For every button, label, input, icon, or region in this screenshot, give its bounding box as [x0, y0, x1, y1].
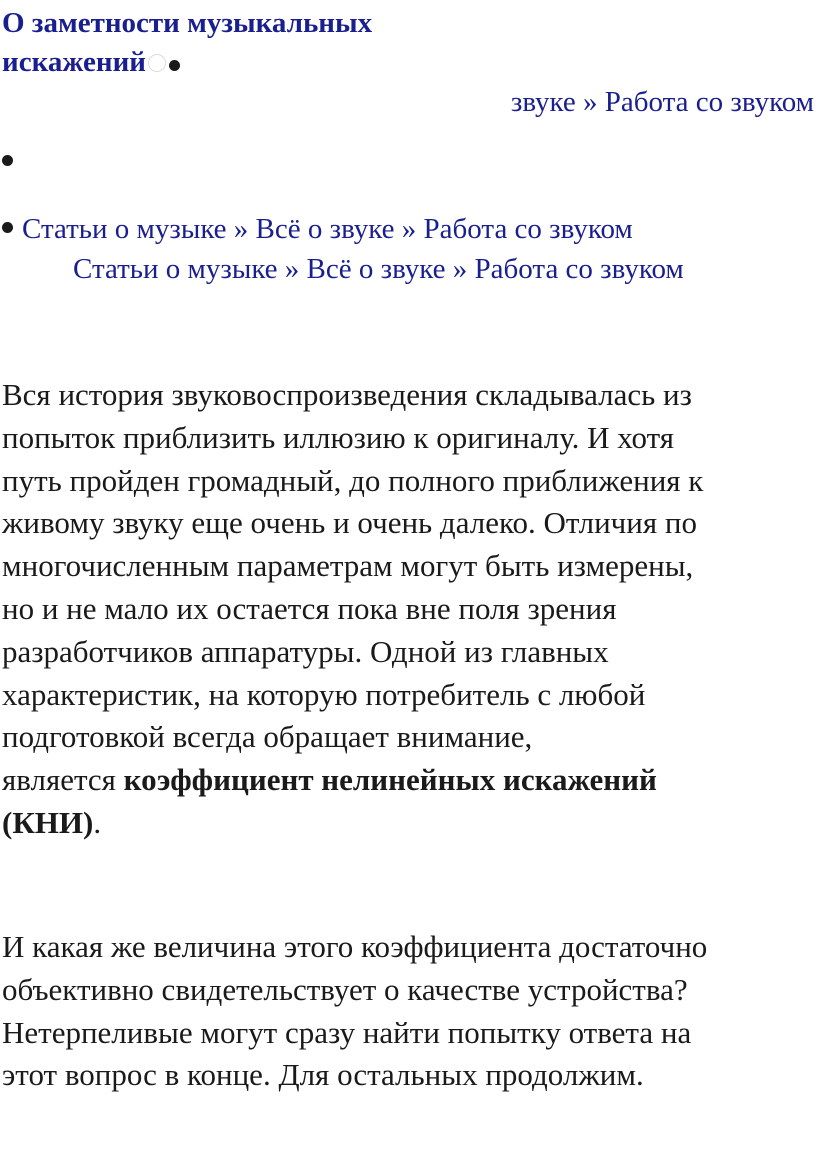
text-line: И какая же величина этого коэффициента достаточно: [2, 929, 708, 964]
breadcrumb-partial[interactable]: звуке » Работа со звуком: [510, 86, 814, 118]
breadcrumb-list-item: [2, 211, 633, 247]
paragraph-question: [2, 926, 814, 1097]
text-line: объективно свидетельствует о качестве устройства?: [2, 971, 688, 1007]
text-line: этот вопрос в конце. Для остальных продолжим.: [2, 1057, 644, 1093]
text-period: .: [93, 804, 102, 840]
text-line-lead: является: [2, 762, 124, 798]
title-line-1: О заметности музыкальных: [2, 7, 373, 39]
breadcrumb-link[interactable]: Статьи о музыке » Всё о звуке » Работа со звуком: [22, 213, 633, 245]
term-highlight: коэффициент нелинейных искажений: [123, 762, 657, 798]
text-line: Нетерпеливые могут сразу найти попытку ответа на: [2, 1014, 692, 1050]
text-line: подготовкой всегда обращает внимание,: [2, 719, 533, 755]
paragraph-intro: [2, 374, 814, 845]
bullet-icon: [2, 155, 13, 166]
title-line-2: искажений: [2, 46, 146, 78]
text-line: Вся история звуковоспроизведения складывалась из: [2, 377, 692, 412]
bullet-icon: [2, 222, 13, 233]
breadcrumb-secondary[interactable]: Статьи о музыке » Всё о звуке » Работа со звуком: [73, 253, 684, 285]
page-title: [2, 4, 372, 82]
term-abbreviation: (КНИ): [2, 804, 94, 840]
placeholder-circle-icon: [148, 54, 166, 72]
text-line: попыток приблизить иллюзию к оригиналу. И хотя: [2, 419, 675, 455]
text-line: путь пройден громадный, до полного приближения к: [2, 462, 704, 498]
text-line: многочисленным параметрам могут быть измерены,: [2, 548, 694, 584]
bullet-line: [2, 139, 13, 175]
text-line: живому звуку еще очень и очень далеко. Отличия по: [2, 505, 697, 541]
text-line: но и не мало их остается пока вне поля зрения: [2, 590, 617, 626]
text-line: характеристик, на которую потребитель с любой: [2, 676, 646, 712]
text-line: разработчиков аппаратуры. Одной из главных: [2, 633, 609, 669]
bullet-icon: [169, 60, 180, 71]
